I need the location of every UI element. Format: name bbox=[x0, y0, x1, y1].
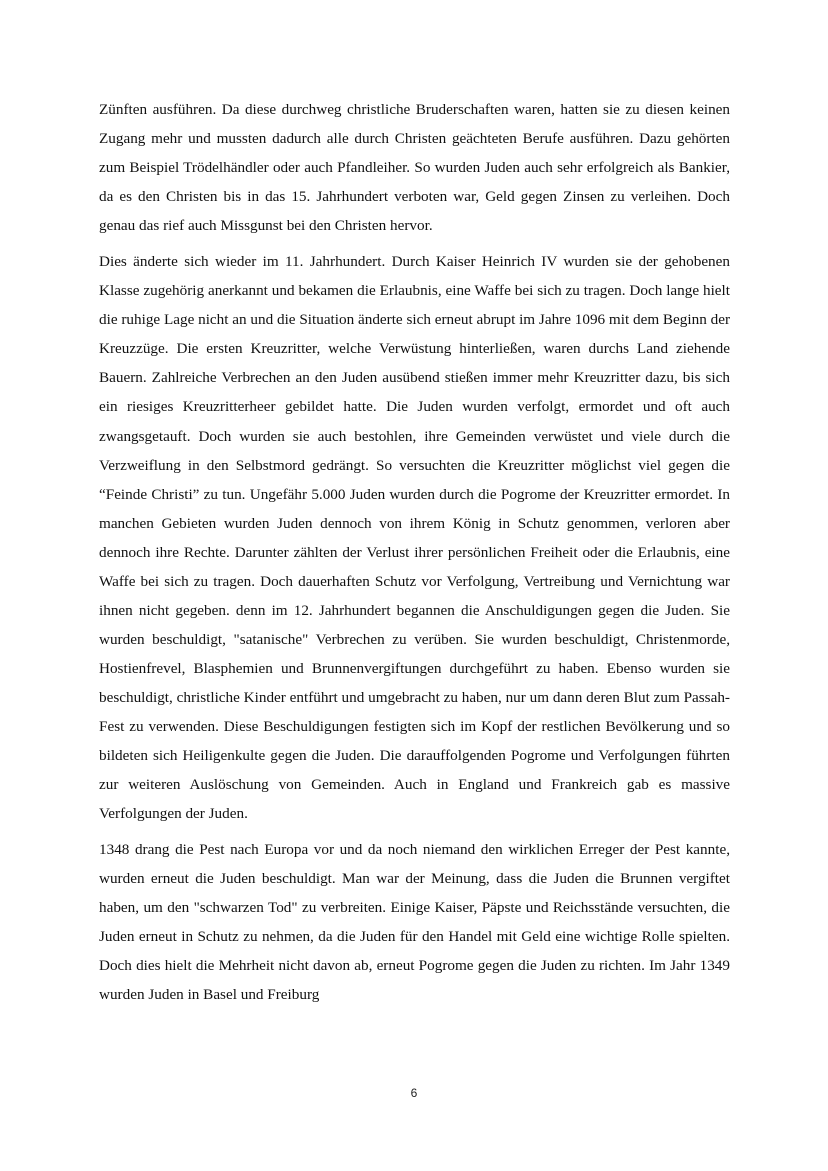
document-body bbox=[99, 95, 730, 1016]
paragraph-11-jahrhundert: Dies änderte sich wieder im 11. Jahrhundert. Durch Kaiser Heinrich IV wurden sie der gehobenen Klasse zugehörig anerkannt und bekamen die Erlaubnis, eine Waffe bei sich zu tragen. Doch lange hielt die ruhige Lage nicht an und die Situation änderte sich erneut abrupt im Jahre 1096 mit dem Beginn der Kreuzzüge. Die ersten Kreuzritter, welche Verwüstung hinterließen, waren durchs Land ziehende Bauern. Zahlreiche Verbrechen an den Juden ausübend stießen immer mehr Kreuzritter dazu, bis sich ein riesiges Kreuzritterheer gebildet hatte. Die Juden wurden verfolgt, ermordet und oft auch zwangsgetauft. Doch wurden sie auch bestohlen, ihre Gemeinden verwüstet und viele durch die Verzweiflung in den Selbstmord gedrängt. So versuchten die Kreuzritter möglichst viel gegen die “Feinde Christi” zu tun. Ungefähr 5.000 Juden wurden durch die Pogrome der Kreuzritter ermordet. In manchen Gebieten wurden Juden dennoch von ihrem König in Schutz genommen, verloren aber dennoch ihre Rechte. Darunter zählten der Verlust ihrer persönlichen Freiheit oder die Erlaubnis, eine Waffe bei sich zu tragen. Doch dauerhaften Schutz vor Verfolgung, Vertreibung und Vernichtung war ihnen nicht gegeben. denn im 12. Jahrhundert begannen die Anschuldigungen gegen die Juden. Sie wurden beschuldigt, "satanische" Verbrechen zu verüben. Sie wurden beschuldigt, Christenmorde, Hostienfrevel, Blasphemien und Brunnenvergiftungen durchgeführt zu haben. Ebenso wurden sie beschuldigt, christliche Kinder entführt und umgebracht zu haben, nur um dann deren Blut zum Passah-Fest zu verwenden. Diese Beschuldigungen festigten sich im Kopf der restlichen Bevölkerung und so bildeten sich Heiligenkulte gegen die Juden. Die darauffolgenden Pogrome und Verfolgungen führten zur weiteren Auslöschung von Gemeinden. Auch in England und Frankreich gab es massive Verfolgungen der Juden. bbox=[99, 253, 730, 823]
page-number: 6 bbox=[410, 1086, 418, 1100]
paragraph-zuenften: Zünften ausführen. Da diese durchweg christliche Bruderschaften waren, hatten sie zu diesen keinen Zugang mehr und mussten dadurch alle durch Christen geächteten Berufe ausführen. Dazu gehörten zum Beispiel Trödelhändler oder auch Pfandleiher. So wurden Juden auch sehr erfolgreich als Bankier, da es den Christen bis in das 15. Jahrhundert verboten war, Geld gegen Zinsen zu verleihen. Doch genau das rief auch Missgunst bei den Christen hervor. bbox=[99, 101, 730, 235]
paragraph-pest-1348: 1348 drang die Pest nach Europa vor und da noch niemand den wirklichen Erreger der Pest kannte, wurden erneut die Juden beschuldigt. Man war der Meinung, dass die Juden die Brunnen vergiftet haben, um den "schwarzen Tod" zu verbreiten. Einige Kaiser, Päpste und Reichsstände versuchten, die Juden erneut in Schutz zu nehmen, da die Juden für den Handel mit Geld eine wichtige Rolle spielten. Doch dies hielt die Mehrheit nicht davon ab, erneut Pogrome gegen die Juden zu richten. Im Jahr 1349 wurden Juden in Basel und Freiburg bbox=[99, 841, 730, 1004]
